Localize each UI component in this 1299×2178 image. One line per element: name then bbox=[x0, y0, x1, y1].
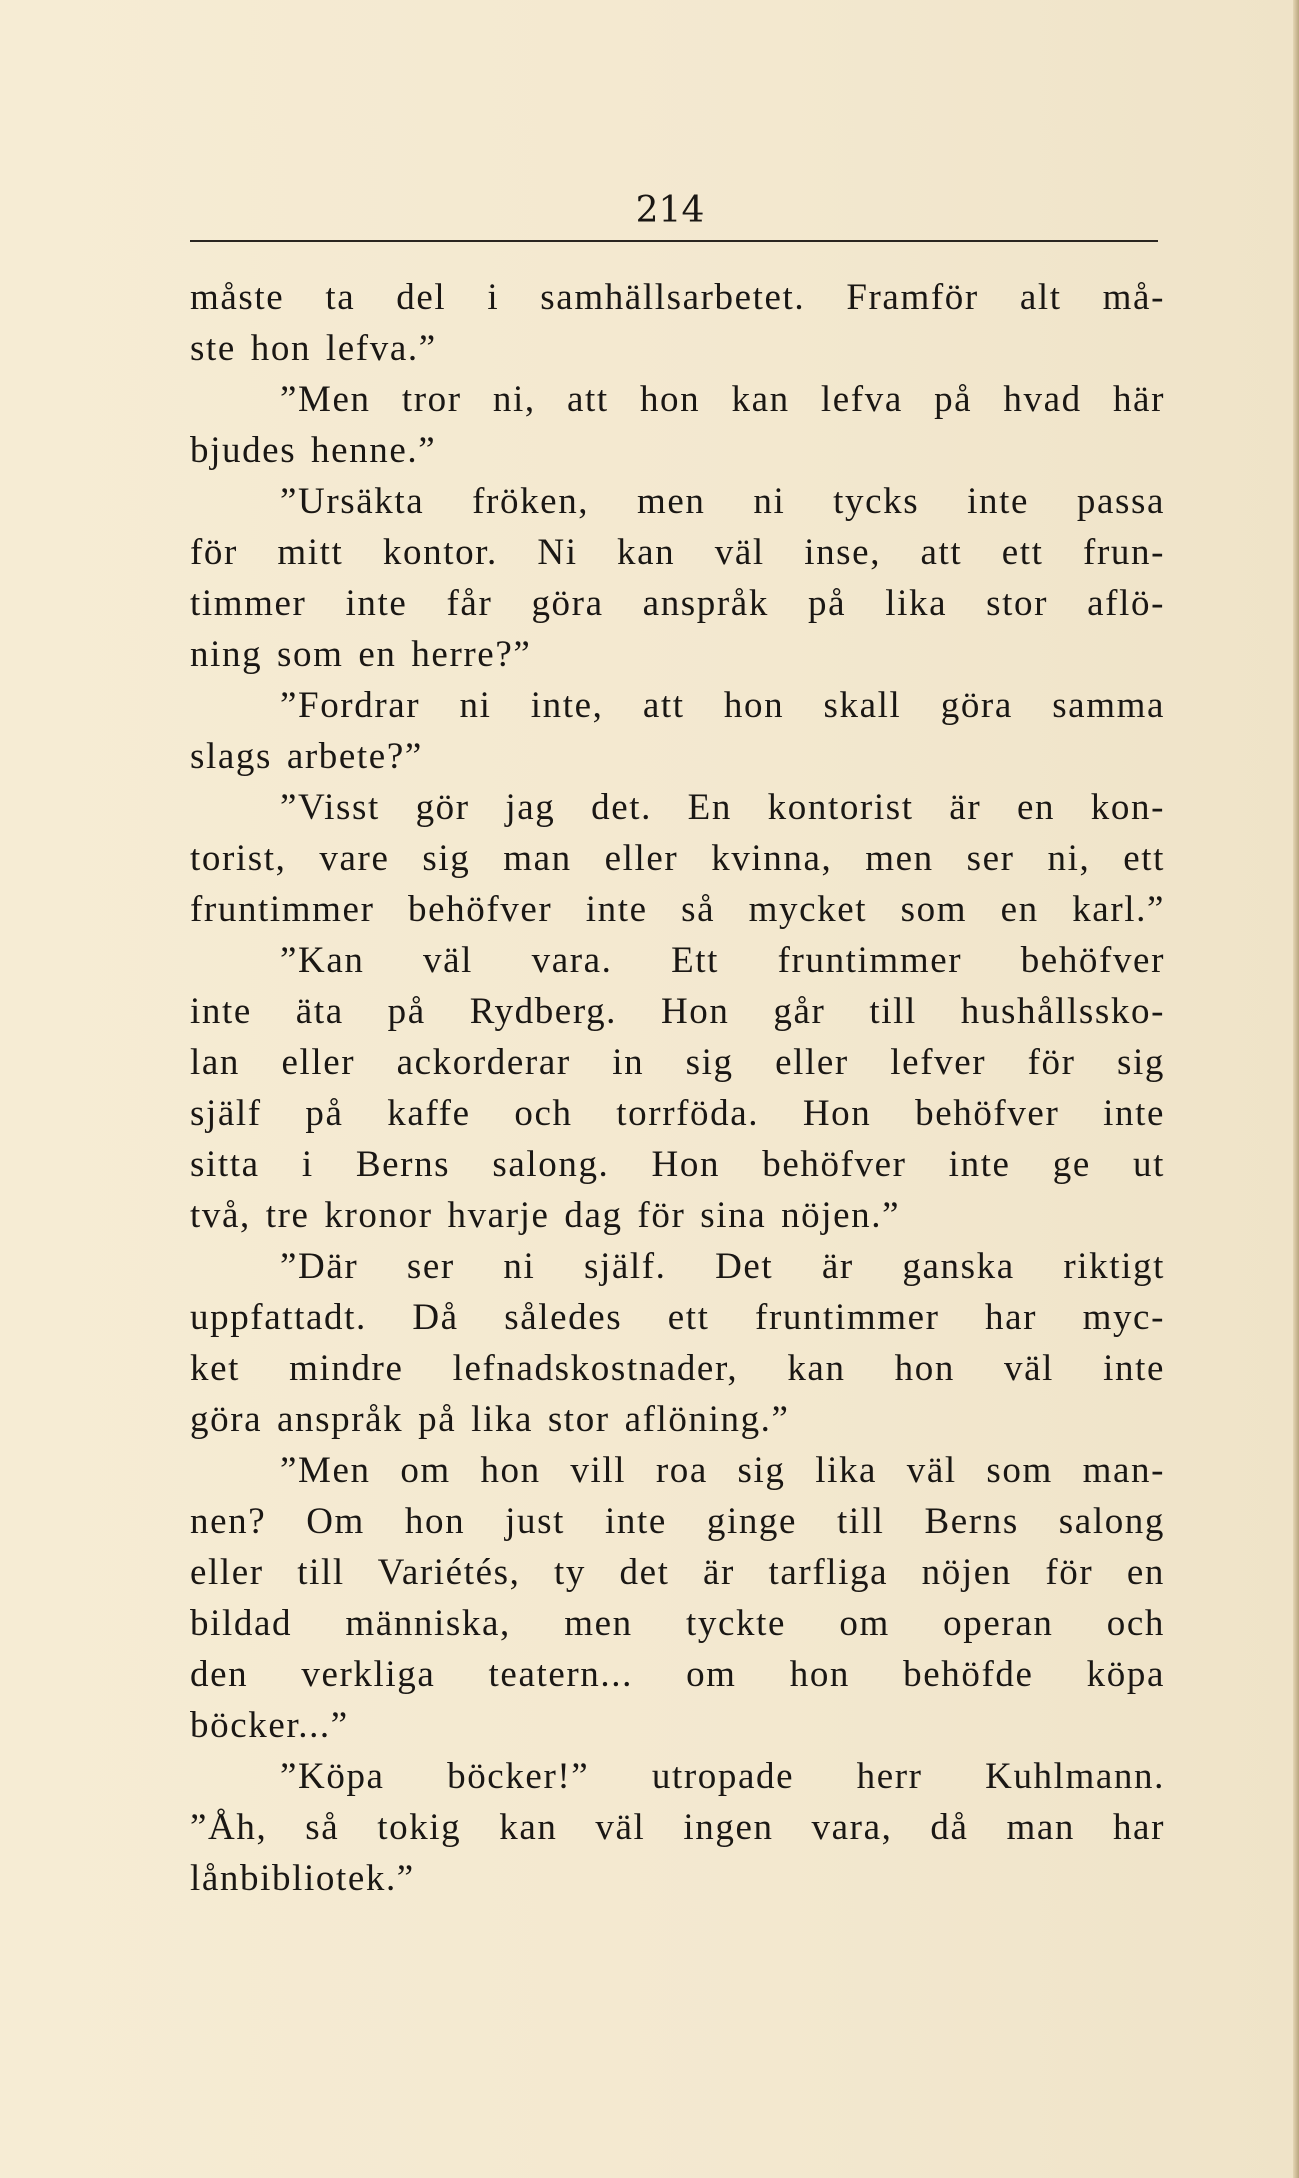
text-line: slags arbete?” bbox=[190, 736, 423, 777]
page-edge bbox=[1293, 0, 1299, 2178]
text-line: nen? Om hon just inte ginge till Berns salong bbox=[190, 1501, 1165, 1542]
text-line: den verkliga teatern... om hon behöfde köpa bbox=[190, 1654, 1165, 1695]
text-line: själf på kaffe och torrföda. Hon behöfver inte bbox=[190, 1093, 1165, 1134]
text-line: ning som en herre?” bbox=[190, 634, 532, 675]
text-line: torist, vare sig man eller kvinna, men ser ni, ett bbox=[190, 838, 1165, 879]
text-line: göra anspråk på lika stor aflöning.” bbox=[190, 1399, 790, 1440]
text-line: böcker...” bbox=[190, 1705, 349, 1746]
text-line: sitta i Berns salong. Hon behöfver inte ge ut bbox=[190, 1144, 1165, 1185]
text-line: ste hon lefva.” bbox=[190, 328, 437, 369]
text-line: ”Ursäkta fröken, men ni tycks inte passa bbox=[280, 481, 1165, 522]
text-line: ”Men tror ni, att hon kan lefva på hvad här bbox=[280, 379, 1165, 420]
text-line: ”Visst gör jag det. En kontorist är en kon- bbox=[280, 787, 1165, 828]
text-line: uppfattadt. Då således ett fruntimmer har myc- bbox=[190, 1297, 1165, 1338]
text-line: ”Kan väl vara. Ett fruntimmer behöfver bbox=[280, 940, 1165, 981]
page-number: 214 bbox=[635, 190, 705, 231]
text-line: två, tre kronor hvarje dag för sina nöjen.” bbox=[190, 1195, 901, 1236]
text-line: eller till Variétés, ty det är tarfliga nöjen för en bbox=[190, 1552, 1165, 1593]
text-line: inte äta på Rydberg. Hon går till hushållssko- bbox=[190, 991, 1165, 1032]
text-line: ”Köpa böcker!” utropade herr Kuhlmann. bbox=[280, 1756, 1165, 1797]
text-line: ”Åh, så tokig kan väl ingen vara, då man har bbox=[190, 1807, 1165, 1848]
text-line: bildad människa, men tyckte om operan och bbox=[190, 1603, 1165, 1644]
text-line: ”Där ser ni själf. Det är ganska riktigt bbox=[280, 1246, 1165, 1287]
text-line: lånbibliotek.” bbox=[190, 1858, 415, 1899]
text-line: ”Fordrar ni inte, att hon skall göra samma bbox=[280, 685, 1165, 726]
body-text bbox=[190, 272, 1165, 1904]
text-line: timmer inte får göra anspråk på lika stor aflö- bbox=[190, 583, 1165, 624]
text-line: ket mindre lefnadskostnader, kan hon väl inte bbox=[190, 1348, 1165, 1389]
text-line: måste ta del i samhällsarbetet. Framför alt må- bbox=[190, 277, 1165, 318]
text-line: lan eller ackorderar in sig eller lefver för sig bbox=[190, 1042, 1165, 1083]
text-line: fruntimmer behöfver inte så mycket som en karl.” bbox=[190, 889, 1165, 930]
header-rule bbox=[190, 240, 1158, 242]
text-line: för mitt kontor. Ni kan väl inse, att ett frun- bbox=[190, 532, 1165, 573]
text-line: bjudes henne.” bbox=[190, 430, 437, 471]
text-line: ”Men om hon vill roa sig lika väl som man- bbox=[280, 1450, 1165, 1491]
